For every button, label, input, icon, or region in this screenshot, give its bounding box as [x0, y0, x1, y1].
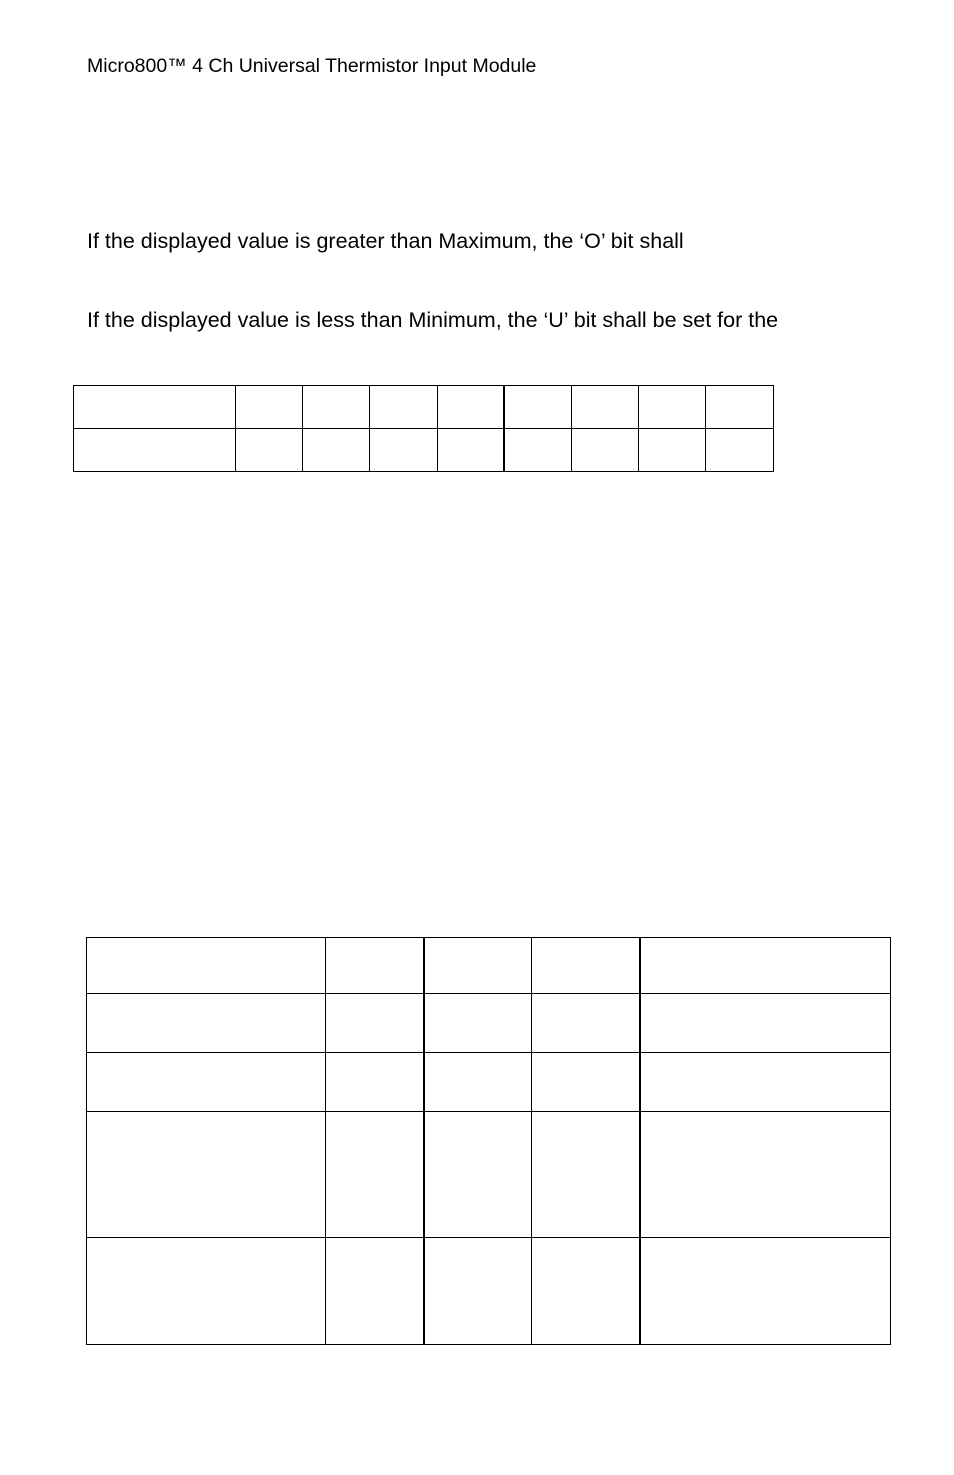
table-cell [532, 994, 640, 1053]
table-cell [640, 938, 891, 994]
paragraph-over-range: If the displayed value is greater than Maximum, the ‘O’ bit shall [87, 229, 684, 253]
table-row [87, 938, 891, 994]
table-cell [532, 1053, 640, 1112]
table-cell [705, 386, 773, 429]
table-cell [424, 1053, 532, 1112]
table-cell [532, 938, 640, 994]
table-cell [87, 1238, 326, 1345]
table-cell [437, 429, 504, 472]
table-row [74, 386, 774, 429]
table-cell [326, 1053, 424, 1112]
table-row [87, 1238, 891, 1345]
table-cell [87, 938, 326, 994]
table-cell [326, 1238, 424, 1345]
table-cell [571, 386, 638, 429]
table-cell [87, 1112, 326, 1238]
table-cell [370, 386, 437, 429]
table-cell [236, 429, 303, 472]
table-cell [424, 938, 532, 994]
table-cell [74, 386, 236, 429]
table-cell [236, 386, 303, 429]
table-cell [303, 386, 370, 429]
running-header: Micro800™ 4 Ch Universal Thermistor Input Module [87, 55, 537, 77]
table-cell [303, 429, 370, 472]
table-row [87, 994, 891, 1053]
table-cell [640, 1238, 891, 1345]
table-cell [638, 429, 705, 472]
table-cell [532, 1112, 640, 1238]
table-cell [87, 1053, 326, 1112]
table-cell [640, 1053, 891, 1112]
table-row [74, 429, 774, 472]
table-cell [640, 1112, 891, 1238]
table-cell [638, 386, 705, 429]
table-cell [87, 994, 326, 1053]
bit-table [73, 385, 774, 472]
table-cell [504, 386, 571, 429]
table-cell [571, 429, 638, 472]
paragraph-under-range: If the displayed value is less than Minimum, the ‘U’ bit shall be set for the [87, 308, 779, 332]
table-cell [640, 994, 891, 1053]
table-cell [326, 1112, 424, 1238]
table-cell [705, 429, 773, 472]
table-cell [504, 429, 571, 472]
table-cell [326, 994, 424, 1053]
table-cell [532, 1238, 640, 1345]
table-cell [370, 429, 437, 472]
table-row [87, 1112, 891, 1238]
range-table [86, 937, 891, 1345]
table-row [87, 1053, 891, 1112]
table-cell [424, 994, 532, 1053]
table-cell [326, 938, 424, 994]
table-cell [437, 386, 504, 429]
table-cell [424, 1238, 532, 1345]
table-cell [424, 1112, 532, 1238]
table-cell [74, 429, 236, 472]
